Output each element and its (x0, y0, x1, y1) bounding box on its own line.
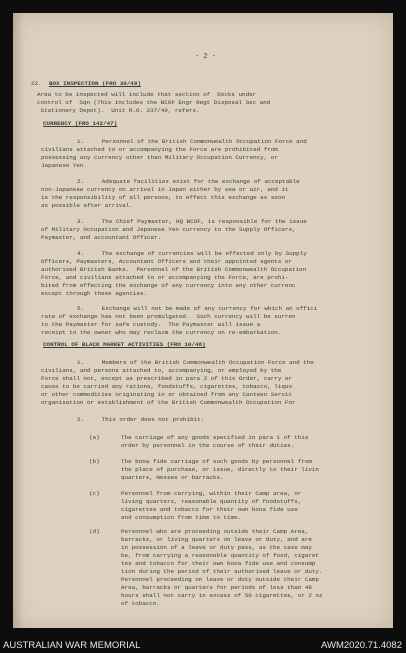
document-page (13, 13, 393, 628)
list-item-label: (d) (89, 528, 100, 535)
footer-bar (0, 638, 406, 653)
list-item-label: (a) (89, 434, 100, 441)
section-heading: CURRENCY (FRO 142/47) (43, 120, 118, 127)
footer-institution: AUSTRALIAN WAR MEMORIAL (3, 640, 141, 651)
paragraph: 5. Exchange will not be made of any currency for which an offici rate of exchange has not been promulgated. Such currency will be surren to the Paymaster for safe custody. The Paymaster will issue a receipt to the owner who may reclaim the currency on re-embarkation. (41, 305, 318, 336)
list-item-label: (c) (89, 490, 100, 497)
footer-accession-number: AWM2020.71.4082 (321, 640, 402, 651)
paragraph: 1. Personnel of the British Commonwealth Occupation Force and civilians attached to or accompanying the Force are prohibited from possessing any currency other than Military Occupation Currency, or Japanese Yen. (41, 138, 307, 169)
paragraph: 1. Members of the British Commonwealth Occupation Force and the civilians, and persons attached to, accompanying, or employed by the Force shall not, except as prescribed in para 2 of this Order, carry or cause to be carried any rations, foodstuffs, cigarettes, tobacco, liquo or other commodities originating in or obtained from any Canteen Servic organisation or establishment of the British Commonwealth Occupation For (41, 359, 314, 406)
paragraph: 2. This order does not prohibit: (77, 416, 205, 423)
list-item-label: (b) (89, 458, 100, 465)
list-item: Personnel from carrying, within their Camp area, or living quarters, reasonable quantity of foodstuffs, cigarettes and tobacco for their own bona fide use and consumption from time to time. (121, 490, 302, 521)
section-heading: BOX INSPECTION (FRO 30/49) (49, 80, 141, 87)
list-item: The bona fide carriage of such goods by personnel from the place of purchase, or issue, directly to their livin quarters, messes or barracks. (121, 458, 319, 481)
page-number: - 2 - (195, 53, 217, 61)
paragraph: Area to be inspected will include that section of Docks under control of Sqn (This includes the BCOF Engr Regt Disposal Sec and Stationery Depot). Unit R.O. 237/49, refers. (37, 91, 271, 114)
paragraph: 3. The Chief Paymaster, HQ BCOF, is responsible for the issue of Military Occupation and Japanese Yen currency to the Supply Officers, Paymaster, and accountant Officer. (41, 218, 307, 241)
section-number: 22. (31, 80, 42, 87)
page-shadow (13, 13, 23, 628)
section-heading: CONTROL OF BLACK MARKET ACTIVITIES (FRO 10/48) (43, 341, 206, 348)
list-item: Personnel who are proceeding outside their Camp Area, barracks, or living quarters on leave or duty, and are in possession of a leave or duty pass, as the case may be, from carrying a reasonable quantity of food, cigaret tes and tobacco for their own bona fide use and consump tion during the period of their authorised leave or duty. Personnel proceeding on leave or duty outside their Camp Area, barracks or quarters for periods of less than 48 hours shall not carry in excess of 50 cigarettes, or 2 oz of tobacco. (121, 528, 323, 607)
list-item: The carriage of any goods specified in para 1 of this order by personnel in the course of their duties. (121, 434, 309, 449)
paragraph: 2. Adequate facilities exist for the exchange of acceptable non-Japanese currency on arrival in Japan either by sea or air, and it is the responsibility of all persons, to effect this exchange as soon as possible after arrival. (41, 178, 300, 209)
paragraph: 4. The exchange of currencies will be effected only by Supply Officers, Paymasters, Accountant Officers and their appointed agents or authorised British Banks. Personnel of the British Commonwealth Occupation Force, and civilians attached to or accompanying the Force, are prohi- bited from effecting the exchange of any currency into any other currenc except through these agencies. (41, 250, 307, 297)
